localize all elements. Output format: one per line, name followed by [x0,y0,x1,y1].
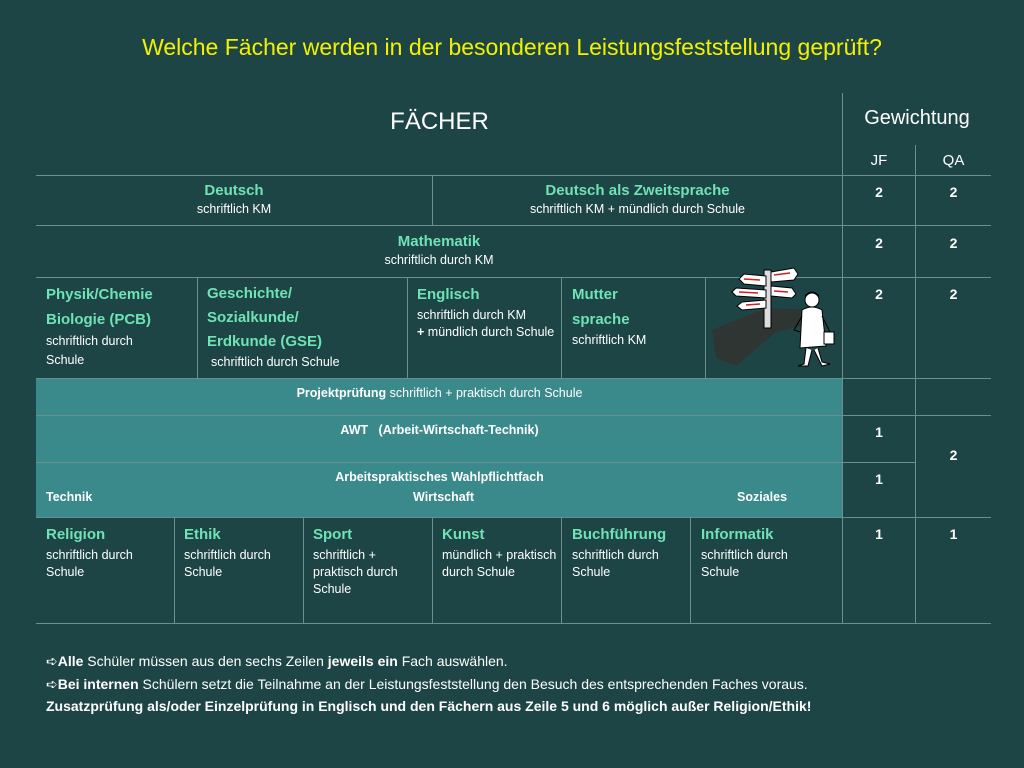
subject-kunst: Kunst [442,526,485,543]
arrow-right-icon: ➪ [46,653,58,669]
wpf-title: Arbeitspraktisches Wahlpflichtfach [335,470,544,484]
awt-cell: AWT (Arbeit-Wirtschaft-Technik) [340,423,539,437]
desc-englisch-2 [417,324,559,341]
row5-jf: 1 [875,526,883,542]
desc-deutsch: schriftlich KM [196,202,272,216]
desc-kunst: mündlich + praktisch durch Schule [442,548,557,579]
desc-daz: schriftlich KM + mündlich durch Schule [529,202,746,216]
subject-pcb-1: Physik/Chemie [46,286,153,303]
desc-mathe: schriftlich durch KM [384,253,494,267]
desc-mutter: schriftlich KM [572,333,647,347]
notes [46,650,811,718]
faecher-header: FÄCHER [390,108,489,135]
note-1-text-2: Fach auswählen. [397,653,508,669]
row4-qa: 2 [949,447,958,463]
subject-deutsch: Deutsch [204,182,264,199]
row1-jf: 2 [875,184,883,200]
row5-qa: 1 [949,526,958,542]
subject-informatik: Informatik [701,526,774,543]
note-2 [46,673,811,696]
cell-mathe [36,232,842,269]
row2-qa: 2 [949,235,958,251]
subject-buchfuehrung: Buchführung [572,526,667,543]
subject-religion: Religion [46,526,106,543]
wpf-technik: Technik [46,490,93,504]
page-title: Welche Fächer werden in der besonderen Leistungsfeststellung geprüft? [142,34,882,60]
arrow-right-icon: ➪ [46,675,58,692]
projekt-desc: schriftlich + praktisch durch Schule [389,386,583,400]
desc-pcb: schriftlich durch Schule [46,334,133,367]
gewichtung-header: Gewichtung [864,107,970,129]
row3-qa: 2 [949,286,958,302]
cell-informatik [701,522,839,581]
subject-mathe: Mathematik [397,233,481,250]
note-1-text-1: Schüler müssen aus den sechs Zeilen [83,653,328,669]
desc-ethik: schriftlich durch Schule [184,548,271,579]
note-3: Zusatzprüfung als/oder Einzelprüfung in Englisch und den Fächern aus Zeile 5 und 6 möglich außer Religion/Ethik! [46,698,812,714]
desc-englisch-1: schriftlich durch KM [417,308,527,322]
projekt-label: Projektprüfung [296,386,387,400]
cell-englisch [417,282,559,341]
cell-sport [313,522,429,598]
qa-header: QA [942,152,965,169]
subject-sport: Sport [313,526,353,543]
cell-gse [207,282,405,371]
cell-kunst [442,522,558,581]
wpf-soziales: Soziales [737,490,788,504]
cell-ethik [184,522,302,581]
cell-buchfuehrung [572,522,688,581]
note-1 [46,650,811,673]
desc-englisch-2-text: mündlich durch Schule [427,325,555,339]
plus-sign: + [417,325,425,339]
subject-mutter-1: Mutter [572,286,618,303]
cell-religion [46,522,172,581]
subject-gse-3: Erdkunde (GSE) [207,333,323,350]
desc-sport: schriftlich + praktisch durch Schule [313,548,398,596]
subject-ethik: Ethik [184,526,221,543]
cell-mutter [572,282,704,349]
note-1-bold-1: Alle [57,653,84,669]
cell-deutsch [36,181,432,218]
cell-daz [433,181,842,218]
row2-jf: 2 [875,235,883,251]
note-2-bold: Bei internen [57,675,139,692]
projekt-cell [36,385,843,402]
subject-mutter-2: sprache [572,311,630,328]
subject-pcb-2: Biologie (PCB) [46,311,151,328]
note-2-text: Schülern setzt die Teilnahme an der Leistungsfeststellung den Besuch des entsprechenden Faches voraus. [138,675,808,692]
jf-header: JF [870,152,888,169]
subject-gse-1: Geschichte/ [207,285,293,302]
row3-jf: 2 [875,286,883,302]
wpf-wirtschaft: Wirtschaft [413,490,475,504]
signpost-clipart [706,266,842,372]
desc-informatik: schriftlich durch Schule [701,548,788,579]
row1-qa: 2 [949,184,958,200]
subject-gse-2: Sozialkunde/ [207,309,299,326]
desc-buchfuehrung: schriftlich durch Schule [572,548,659,579]
desc-religion: schriftlich durch Schule [46,548,133,579]
wpf-jf: 1 [875,471,883,487]
subject-daz: Deutsch als Zweitsprache [545,182,730,199]
cell-pcb [46,282,194,370]
desc-gse: schriftlich durch Schule [211,355,340,369]
subject-englisch: Englisch [417,286,480,303]
note-1-bold-2: jeweils ein [327,653,398,669]
awt-jf: 1 [875,424,883,440]
